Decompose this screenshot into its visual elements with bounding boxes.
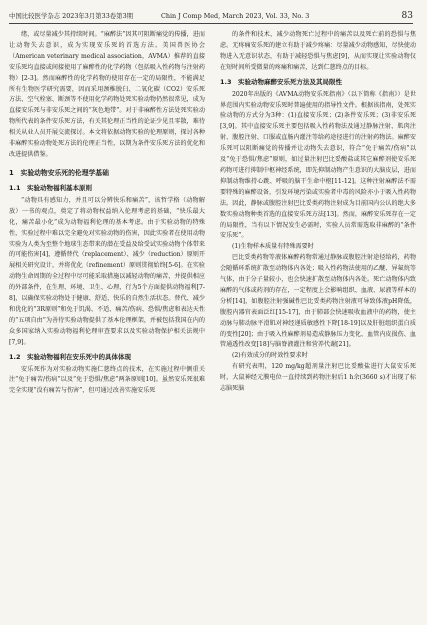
running-header xyxy=(9,9,413,24)
right-column xyxy=(220,30,416,395)
paragraph: 绪，或尽量减少其持续时间。“麻醉法”因其可阻断痛觉的传播，进而让动物失去意识，成为实现安乐死的首选方法。美国兽医协会（American veterinary medical association，AVMA）推荐的直接安乐死均直接或间接使用了麻醉性的化学药物（包括吸入性药物与注射药物）[2-3]。然而麻醉性的化学药物的使用存在一定的局限性，不能满足所有生物医学研究需要，因而采用颈椎脱臼、二氧化碳（CO2）安乐死方法、空气栓塞、断颈等不使用化学药物处死实验动物仍然很常见，成为直接安乐死与非安乐死之间的“灰色地带”。对于非麻醉性方法处死实验动物所代表的条件安乐死方法，有关其伦理正当性的论证少见且零散，难待相关从业人员开展交流探讨。本文将依据动物实验的伦理原则，探讨各种非麻醉实验动物处死方法的伦理正当性，以期为条件安乐死方法的优化和改进提供借鉴。 xyxy=(9,31,205,158)
section-heading: 1 实验动物安乐死的伦理学基础 xyxy=(9,168,109,177)
paragraph: 巴比妥类药物等液体麻醉药物常通过静脉或腹腔注射途径给药，药物会随循环系统扩散至动物体内各处；吸入性药物法使用的乙醚、异氟烷等气体，由于分子量较小，也会快速扩散至动物体内各处。死亡动物体内致麻醉的气体或药剂的存在，一定程度上会影响组织、血液、尿液等样本的分析[14]，如腹腔注射强碱性巴比妥类药物注射液可导致体液pH降低，腹腔内器官表面泛红[15-17]，由于肺部会快速吸收血液中的药物，使主动脉与肺动脉平滑肌对神经递质敏感性下降[18-19]以及肝脏组织蛋白质的变性[20]；由于吸入性麻醉剂易造成静脉压力变化、血管内皮损伤、血管通透性改变[18]与脑脊液灌注和营养代谢[21]。 xyxy=(220,254,416,349)
paragraph: 2020年出版的《AVMA动物安乐死指南》（以下简称《指南》）是世界范围内实验动物安乐死时普遍使用的指导性文件。根据该指南，处死实验动物的方式分为3种：(1)直接安乐死；(2)条件安乐死；(3)非安乐死[3,9]。其中直接安乐死主要包括吸入性药物法及通过静脉注射、肌肉注射、腹腔注射、口服或直肠内灌注等给药途径进行的注射药物法。麻醉安乐死可以阻断痛觉的传播并让动物失去意识，符合“免于痛苦/伤病”以及“免于恐惧/焦虑”原则，如过量注射巴比妥酸盐或其它麻醉剂使安乐死药物可进行抑制中枢神经系统，即先抑制动物产生意识的大脑皮层，进而抑制动物维持心跳、呼吸的脑干生命中枢[11-12]。这种注射麻醉法不需要特殊的麻醉设备，引发环境污染或实验者中毒的风险亦小于吸入性药物法。因此，静脉或腹腔注射巴比妥类药物注射成为目前国内公认的绝大多数实验动物种类首选的直接安乐死方法[13]。然而，麻醉安乐死存在一定的局限性，当有以下情况发生必需时，实验人员常需选取非麻醉的“条件安乐死”。 xyxy=(220,90,416,240)
paragraph: “动物具有感知力，并且可以分辨快乐和痛苦”，该哲学格（动物解放）一书的观点，奠定了将动物权益纳入伦理考虑的基础，“快乐最大化，痛苦最小化”成为动物福利伦理的基本考虑。由于实验动物的特殊性，实验过程中难以完全避免对实验动物的伤害，因此实验者在使用动物实验为人类为至整个地球生态带来的潜在受益及给受试实验动物个体带来的可能伤害[4]，遵循替代（replacement）、减少（reduction）原则开展相关研究设计，并将优化（refinement）原则贯彻始终[5-6]。在实验动物生命周期的全过程中尽可能采取措施以减轻动物的痛苦，并提供相应的外部条件，在生理、环境、卫生、心理、行为5个方面提供动物福利[7-8]，以确保实验动物处于健康、舒适、快乐的自然生活状态。替代、减少和优化的“3R原则”和免于饥渴、不适、痛苦/伤病、恐惧/焦虑和表达天性的“五项自由”为善待实验动物提供了基本伦理框架，并被包括我国在内的众多国家纳入实验动物福利伦理审查要求以及实验动物保护相关法规中[7,9]。 xyxy=(9,196,205,346)
page-number: 83 xyxy=(401,11,413,21)
journal-citation: Chin J Comp Med, March 2023, Vol. 33, No. 3 xyxy=(161,12,310,20)
paragraph: 有研究表明，120 mg/kg超剂量注射巴比妥酸盐进行大鼠安乐死时，大鼠神经元膜电位一直持续到药物注射后1 h余(3660 s)才出现了标志脑死脑 xyxy=(220,363,416,393)
subsection-heading: 1.2 实验动物福利在安乐死中的具体体现 xyxy=(9,352,132,361)
list-item-heading: (2)有效成分的时效性要求时 xyxy=(232,352,308,360)
journal-name: 中国比较医学杂志 2023年3月第33卷第3期 xyxy=(9,12,134,20)
subsection-heading: 1.3 实验动物麻醉安乐死方法及其局限性 xyxy=(220,77,343,86)
paragraph: 安乐死作为对实验动物实施仁慈终点的技术，在实施过程中侧重关注“免于痛苦/伤病”以及“免于恐惧/焦虑”两条原则[10]。虽然安乐死很难完全实现“没有痛苦与伤害”，但可通过改善实施安乐死 xyxy=(9,365,205,395)
subsection-heading: 1.1 实验动物福利基本原则 xyxy=(9,183,93,192)
paragraph: 的条件和技术，减少动物死亡过程中的痛苦以及死亡前的恐惧与焦虑。无疼痛安乐死的建立有助于减少疼痛：尽量减少动物感知，尽快使动物进入无意识状态，有助于减轻恐惧与焦虑[9]，从而实现让实验动物仅在短时间所受微量的疼痛和痛苦，达到仁慈终点的目标。 xyxy=(220,31,416,71)
left-column xyxy=(9,30,205,397)
list-item-heading: (1)生物样本质量有特殊需要时 xyxy=(232,243,314,251)
